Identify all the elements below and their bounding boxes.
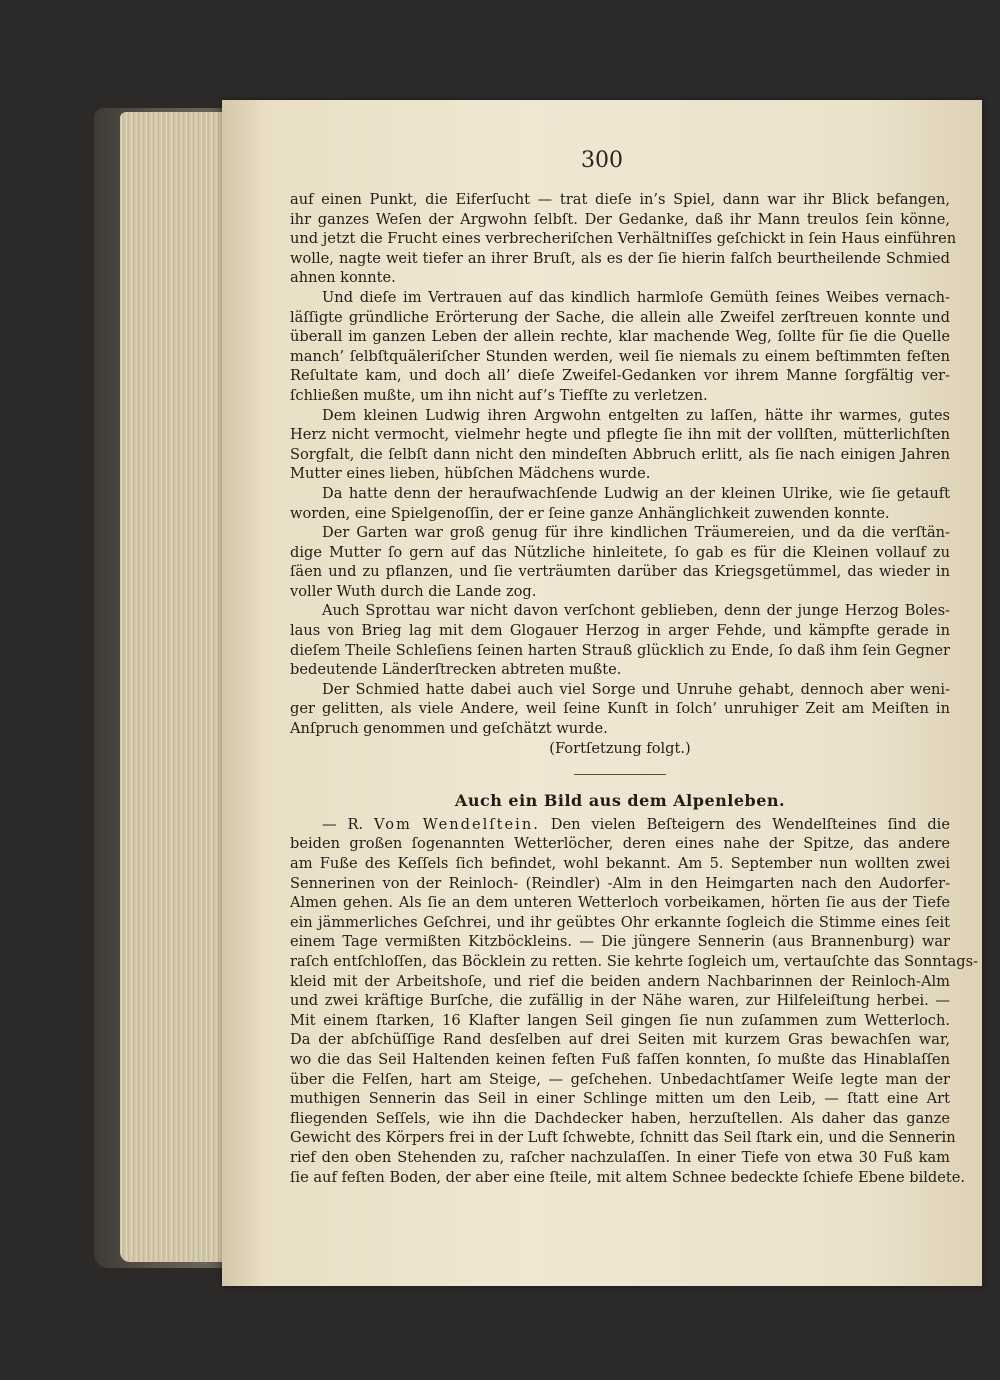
text-line: Reſultate kam, und doch all’ dieſe Zweifel-Gedanken vor ihrem Manne ſorgfältig ver- (290, 367, 950, 385)
article-first-line-rest: Den vielen Beſteigern des Wendelſteines ſind die (550, 815, 950, 833)
text-line: Mutter eines lieben, hübſchen Mädchens wurde. (290, 465, 651, 483)
paragraph-p7 (290, 680, 950, 739)
book-page (222, 100, 982, 1286)
paragraph-p2 (290, 288, 950, 406)
article-heading: Auch ein Bild aus dem Alpenleben. (454, 791, 786, 811)
paragraph-p1 (290, 190, 957, 288)
text-line: wolle, nagte weit tiefer an ihrer Bruſt, als es der ſie hierin falſch beurtheilende Schmied (290, 249, 950, 267)
text-line: läſſigte gründliche Erörterung der Sache, die allein alle Zweifel zerſtreuen konnte und (290, 308, 950, 326)
text-line: Gewicht des Körpers frei in der Luft ſchwebte, ſchnitt das Seil ſtark ein, und die Sennerin (290, 1129, 956, 1147)
section-divider (574, 774, 666, 775)
text-line: ſäen und zu pflanzen, und ſie verträumten darüber das Kriegsgetümmel, das wieder in (290, 563, 950, 581)
text-line: Dem kleinen Ludwig ihren Argwohn entgelten zu laſſen, hätte ihr warmes, gutes (322, 406, 950, 424)
text-line: bedeutende Länderſtrecken abtreten mußte. (290, 661, 622, 679)
text-line: Sennerinen von der Reinloch- (Reindler) -Alm in den Heimgarten nach den Audorfer- (290, 874, 950, 892)
text-line: rief den oben Stehenden zu, raſcher nachzulaſſen. In einer Tiefe von etwa 30 Fuß kam (290, 1148, 950, 1166)
text-line: muthigen Sennerin das Seil in einer Schlinge mitten um den Leib, — ſtatt eine Art (290, 1090, 950, 1108)
page-text (290, 190, 979, 1187)
text-line: ger gelitten, als viele Andere, weil ſeine Kunſt in ſolch’ unruhiger Zeit am Meiſten in (290, 700, 950, 718)
text-line: ein jämmerliches Geſchrei, und ihr geübtes Ohr erkannte ſogleich die Stimme eines ſeit (290, 913, 950, 931)
text-line: voller Wuth durch die Lande zog. (290, 582, 537, 600)
page-number: 300 (581, 148, 623, 173)
paragraph-p5 (290, 523, 950, 601)
text-line: manch’ ſelbſtquäleriſcher Stunden werden, weil ſie niemals zu einem beſtimmten feſten (290, 347, 950, 365)
text-line: über die Felſen, hart am Steige, — geſchehen. Unbedachtſamer Weiſe legte man der (290, 1070, 950, 1088)
text-line: einem Tage vermißten Kitzböckleins. — Die jüngere Sennerin (aus Brannenburg) war (290, 933, 950, 951)
text-line: auf einen Punkt, die Eiferſucht — trat dieſe in’s Spiel, dann war ihr Blick befangen, (290, 191, 950, 208)
article-place-prefix: Vom (374, 815, 412, 833)
text-line: Sorgfalt, die ſelbſt dann nicht den mindeſten Abbruch erlitt, als ſie nach einigen Jahren (290, 445, 950, 463)
article-lines (290, 834, 979, 1187)
text-line: worden, eine Spielgenoſſin, der er ſeine ganze Anhänglichkeit zuwenden konnte. (290, 504, 890, 522)
text-line: und zwei kräftige Burſche, die zufällig in der Nähe waren, zur Hilfeleiſtung herbei. — (290, 992, 950, 1010)
text-line: Anſpruch genommen und geſchätzt wurde. (290, 720, 608, 738)
continued-note: (Fortſetzung folgt.) (549, 739, 691, 757)
paragraph-p4 (290, 484, 950, 523)
text-line: fliegenden Seſſels, wie ihn die Dachdecker haben, herzuſtellen. Als daher das ganze (290, 1109, 950, 1127)
text-line: am Fuße des Keſſels ſich befindet, wohl bekannt. Am 5. September nun wollten zwei (290, 855, 950, 872)
article-byline: — R. (322, 815, 364, 833)
text-line: überall im ganzen Leben der allein rechte, klar machende Weg, ſollte für ſie die Quelle (290, 328, 950, 346)
paragraph-p3 (290, 406, 950, 484)
text-line: Mit einem ſtarken, 16 Klafter langen Seil gingen ſie nun zuſammen zum Wetterloch. (290, 1011, 950, 1029)
text-line: Der Schmied hatte dabei auch viel Sorge und Unruhe gehabt, dennoch aber weni- (322, 680, 950, 698)
article-body (290, 815, 979, 1187)
text-line: und jetzt die Frucht eines verbrecheriſchen Verhältniſſes geſchickt in ſein Haus einführen (290, 230, 957, 248)
text-line: ſchließen mußte, um ihn nicht auf’s Tiefſte zu verletzen. (290, 386, 708, 404)
text-line: Auch Sprottau war nicht davon verſchont geblieben, denn der junge Herzog Boles- (322, 602, 950, 620)
article-place: Wendelſtein. (422, 815, 540, 833)
text-line: Da der abſchüſſige Rand desſelben auf drei Seiten mit kurzem Gras bewachſen war, (290, 1031, 950, 1049)
text-line: wo die das Seil Haltenden keinen feſten Fuß faſſen konnten, ſo mußte das Hinablaſſen (290, 1050, 950, 1068)
text-line: ahnen konnte. (290, 269, 396, 287)
text-line: dige Mutter ſo gern auf das Nützliche hinleitete, ſo gab es für die Kleinen vollauf zu (290, 543, 950, 561)
text-line: Da hatte denn der heraufwachſende Ludwig an der kleinen Ulrike, wie ſie getauft (322, 484, 950, 502)
paragraph-p6 (290, 601, 950, 679)
text-line: dieſem Theile Schleſiens ſeinen harten Strauß glücklich zu Ende, ſo daß ihm ſein Gegner (290, 641, 950, 659)
text-line: Und dieſe im Vertrauen auf das kindlich harmloſe Gemüth ſeines Weibes vernach- (322, 288, 950, 306)
text-line: raſch entſchloſſen, das Böcklein zu retten. Sie kehrte ſogleich um, vertauſchte das Sonntags- (290, 952, 979, 970)
text-line: kleid mit der Arbeitshoſe, und rief die beiden andern Nachbarinnen der Reinloch-Alm (290, 972, 950, 990)
text-line: Der Garten war groß genug für ihre kindlichen Träumereien, und da die verſtän- (322, 524, 950, 542)
article-first-line (290, 815, 950, 835)
text-line: beiden großen ſogenannten Wetterlöcher, deren eines nahe der Spitze, das andere (290, 835, 950, 853)
text-line: ſie auf feſten Boden, der aber eine ſteile, mit altem Schnee bedeckte ſchiefe Ebene bildete. (290, 1168, 966, 1186)
text-line: ihr ganzes Weſen der Argwohn ſelbſt. Der Gedanke, daß ihr Mann treulos ſein könne, (290, 210, 950, 228)
text-line: Almen gehen. Als ſie an dem unteren Wetterloch vorbeikamen, hörten ſie aus der Tiefe (290, 894, 950, 912)
text-line: laus von Brieg lag mit dem Glogauer Herzog in arger Fehde, und kämpfte gerade in (290, 622, 950, 640)
text-line: Herz nicht vermocht, vielmehr hegte und pflegte ſie ihn mit der vollſten, mütterlichſten (290, 426, 950, 444)
story-continuation (290, 190, 957, 739)
